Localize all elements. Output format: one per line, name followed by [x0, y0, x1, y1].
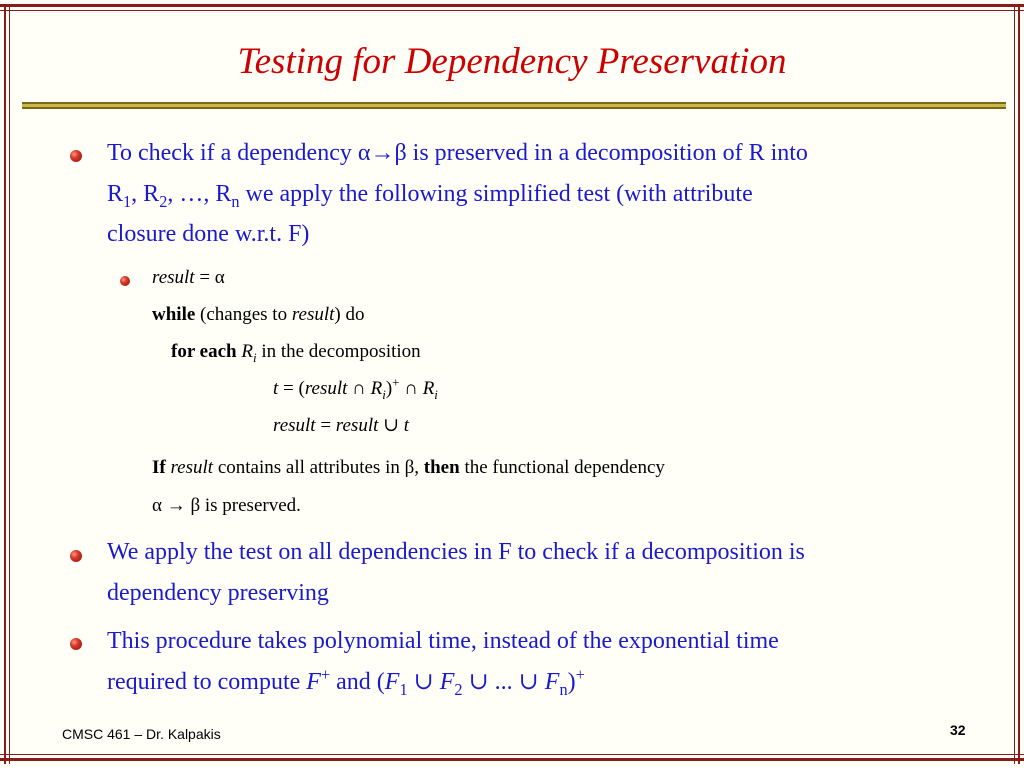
text-run: F: [439, 669, 455, 695]
left-frame-line-inner: [9, 4, 10, 764]
keyword: for each: [171, 341, 237, 362]
subscript: n: [231, 191, 240, 211]
text-run: , …, R: [167, 181, 232, 207]
text-run: result: [335, 415, 379, 436]
superscript: +: [320, 665, 331, 684]
text-run: ∪ ... ∪: [462, 669, 545, 695]
text-run: ∪: [378, 415, 404, 436]
keyword: If: [152, 457, 166, 478]
superscript: +: [392, 374, 400, 390]
text-run: is preserved in a decomposition of R into: [406, 140, 808, 166]
slide-title: Testing for Dependency Preservation: [237, 41, 787, 82]
text-run: t: [273, 378, 279, 399]
title-underline-bar: [22, 102, 1006, 109]
bullet3-line2: [107, 662, 585, 702]
left-frame-line: [4, 4, 6, 764]
keyword: then: [423, 457, 460, 478]
subscript: 2: [159, 191, 168, 211]
subscript: i: [252, 349, 257, 365]
bullet-icon: [70, 150, 82, 162]
algo-line7: α → β is preserved.: [152, 495, 301, 516]
text-run: R: [422, 378, 435, 399]
text-run: = α: [194, 267, 225, 288]
bullet-icon: [70, 550, 82, 562]
text-run: result: [273, 415, 316, 436]
text-run: we apply the following simplified test (with attribute: [239, 181, 753, 207]
subscript: 2: [454, 679, 463, 699]
text-run: t: [403, 415, 410, 436]
bullet1-line1: [107, 133, 808, 173]
text-run: = (: [278, 378, 305, 399]
text-run: the functional dependency: [459, 457, 665, 478]
text-run: R: [236, 341, 253, 362]
right-frame-line: [1018, 4, 1020, 764]
text-run: contains all attributes in β,: [213, 457, 424, 478]
algo-line4: [273, 374, 438, 404]
text-run: ∩: [347, 378, 371, 399]
text-run: in the decomposition: [256, 341, 421, 362]
text-run: and (: [330, 669, 385, 695]
bottom-frame-line: [0, 758, 1024, 761]
bullet2-line2: dependency preserving: [107, 580, 329, 606]
algo-line3: [171, 337, 421, 367]
sub-bullet-icon: [120, 276, 130, 286]
text-run: R: [370, 378, 383, 399]
text-run: ∪: [407, 669, 440, 695]
text-run: required to compute: [107, 669, 307, 695]
text-run: result: [304, 378, 348, 399]
subscript: 1: [123, 191, 132, 211]
text-run: R: [107, 181, 124, 207]
keyword: while: [152, 304, 196, 325]
text-run: result: [291, 304, 335, 325]
text-run: To check if a dependency: [107, 140, 358, 166]
text-run: ∩: [399, 378, 423, 399]
dependency-symbol: α→β: [357, 140, 407, 166]
text-run: ): [385, 378, 393, 399]
subscript: i: [382, 386, 386, 402]
text-run: result: [152, 267, 195, 288]
right-frame-line-inner: [1014, 4, 1015, 764]
text-run: F: [306, 669, 321, 695]
bullet3-line1: This procedure takes polynomial time, instead of the exponential time: [107, 628, 779, 654]
text-run: result: [165, 457, 214, 478]
text-run: (changes to: [195, 304, 292, 325]
bullet1-line3: closure done w.r.t. F): [107, 221, 310, 247]
bullet-icon: [70, 638, 82, 650]
subscript: 1: [399, 679, 408, 699]
text-run: F: [544, 669, 560, 695]
footer-course-label: CMSC 461 – Dr. Kalpakis: [62, 726, 221, 742]
algo-line6: [152, 453, 665, 483]
text-run: ): [567, 669, 576, 695]
text-run: =: [315, 415, 336, 436]
algo-line5: [273, 411, 409, 441]
top-frame-line-inner: [0, 10, 1024, 11]
superscript: +: [575, 665, 585, 684]
page-number: 32: [950, 722, 966, 738]
algo-line1: [152, 263, 225, 293]
text-run: , R: [131, 181, 160, 207]
bullet2-line1: We apply the test on all dependencies in F to check if a decomposition is: [107, 539, 805, 565]
bottom-frame-line-inner: [0, 754, 1024, 755]
bullet1-line2: [107, 174, 753, 214]
text-run: ) do: [334, 304, 365, 325]
text-run: F: [384, 669, 400, 695]
top-frame-line: [0, 4, 1024, 7]
subscript: n: [559, 679, 568, 699]
algo-line2: [152, 300, 365, 330]
subscript: i: [434, 386, 438, 402]
